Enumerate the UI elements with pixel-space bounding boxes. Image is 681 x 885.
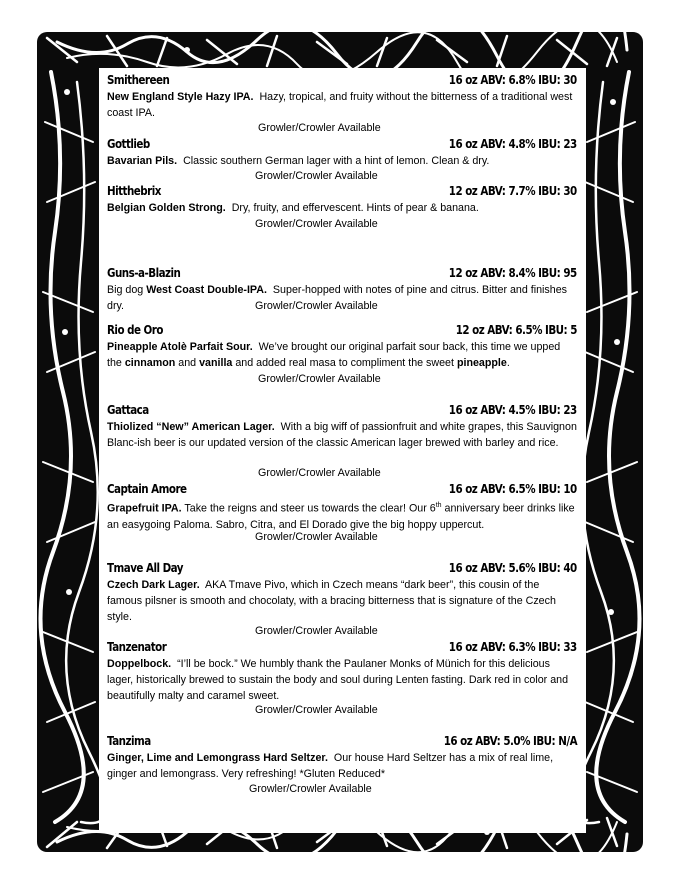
growler-availability: Growler/Crowler Available bbox=[255, 625, 378, 637]
beer-style: Ginger, Lime and Lemongrass Hard Seltzer. bbox=[107, 752, 328, 764]
beer-description bbox=[107, 656, 577, 704]
beer-tanzenator bbox=[107, 640, 577, 704]
beer-description-text: With a big wiff of passionfruit and white grapes, this Sauvignon Blanc-ish beer is our updated version of the classic American lager brewed with barley and rice. bbox=[107, 421, 577, 449]
highlight-ingredient: pineapple bbox=[456, 357, 507, 369]
beer-gattaca bbox=[107, 403, 577, 451]
beer-description bbox=[107, 339, 577, 371]
beer-description bbox=[107, 89, 577, 121]
beer-style: Bavarian Pils. bbox=[107, 155, 178, 167]
beer-tanzima bbox=[107, 734, 577, 782]
beer-name: Gattaca bbox=[107, 403, 149, 417]
beer-tmave-all-day bbox=[107, 561, 577, 625]
beer-stats: 16 oz ABV: 4.8% IBU: 23 bbox=[449, 137, 577, 151]
beer-description bbox=[107, 577, 577, 625]
beer-style: Thiolized “New” American Lager. bbox=[107, 421, 275, 433]
beer-stats: 16 oz ABV: 4.5% IBU: 23 bbox=[449, 403, 577, 417]
growler-availability: Growler/Crowler Available bbox=[255, 704, 378, 716]
growler-availability: Growler/Crowler Available bbox=[255, 218, 378, 230]
beer-stats: 16 oz ABV: 6.3% IBU: 33 bbox=[449, 640, 577, 654]
beer-stats: 16 oz ABV: 6.5% IBU: 10 bbox=[449, 482, 577, 496]
beer-name: Tmave All Day bbox=[107, 561, 183, 575]
beer-style: Czech Dark Lager. bbox=[107, 579, 200, 591]
beer-stats: 12 oz ABV: 8.4% IBU: 95 bbox=[449, 266, 577, 280]
beer-description-text: Hazy, tropical, and fruity without the bitterness of a traditional west coast IPA. bbox=[107, 91, 573, 119]
beer-stats: 12 oz ABV: 6.5% IBU: 5 bbox=[455, 323, 577, 337]
beer-stats: 16 oz ABV: 6.8% IBU: 30 bbox=[449, 73, 577, 87]
beer-name: Gottlieb bbox=[107, 137, 150, 151]
beer-description bbox=[107, 750, 577, 782]
beer-description bbox=[107, 200, 577, 216]
beer-style: West Coast Double-IPA. bbox=[146, 284, 267, 296]
highlight-ingredient: vanilla bbox=[199, 357, 233, 369]
beer-style: Grapefruit IPA. bbox=[107, 502, 182, 515]
beer-description bbox=[107, 153, 577, 169]
beer-captain-amore bbox=[107, 482, 577, 533]
beer-style: Belgian Golden Strong. bbox=[107, 202, 226, 214]
growler-availability: Growler/Crowler Available bbox=[255, 300, 378, 312]
beer-description-text: Our house Hard Seltzer has a mix of real lime, ginger and lemongrass. Very refreshing! *Gluten Reduced* bbox=[107, 752, 554, 780]
beer-description-prefix: Big dog bbox=[107, 284, 147, 296]
beer-gottlieb bbox=[107, 137, 577, 169]
beer-description bbox=[107, 419, 577, 451]
beer-stats: 16 oz ABV: 5.0% IBU: N/A bbox=[443, 734, 577, 748]
beer-style: Pineapple Atolè Parfait Sour. bbox=[107, 341, 253, 353]
ordinal-suffix: th bbox=[435, 502, 442, 509]
beer-name: Hitthebrix bbox=[107, 184, 161, 198]
beer-style: New England Style Hazy IPA. bbox=[107, 91, 254, 103]
growler-availability: Growler/Crowler Available bbox=[249, 783, 372, 795]
beer-description-text: anniversary beer drinks like an easygoing Paloma. Sabro, Citra, and El Dorado give the big hoppy uppercut. bbox=[107, 502, 575, 531]
growler-availability: Growler/Crowler Available bbox=[258, 122, 381, 134]
beer-smithereen bbox=[107, 73, 577, 121]
beer-description-text: Classic southern German lager with a hint of lemon. Clean & dry. bbox=[183, 155, 490, 167]
beer-description-text: We’ve brought our original parfait sour back, this time we upped the bbox=[107, 341, 561, 369]
beer-name: Tanzenator bbox=[107, 640, 167, 654]
beer-name: Captain Amore bbox=[107, 482, 187, 496]
beer-name: Rio de Oro bbox=[107, 323, 163, 337]
beer-description-text: Dry, fruity, and effervescent. Hints of pear & banana. bbox=[231, 202, 479, 214]
beer-stats: 12 oz ABV: 7.7% IBU: 30 bbox=[449, 184, 577, 198]
growler-availability: Growler/Crowler Available bbox=[258, 467, 381, 479]
beer-description-text: and bbox=[175, 357, 200, 369]
beer-description-text: AKA Tmave Pivo, which in Czech means “dark beer”, this cousin of the famous pilsner is smooth and chocolaty, with a bracing bitterness that is signature of the Czech style. bbox=[107, 579, 556, 623]
beer-description-text: “I’ll be bock.” We humbly thank the Paulaner Monks of Münich for this delicious lager, historically brewed to sustain the body and soul during Lenten fasting. Dark red in color and beautifully malty and caramel sweet. bbox=[107, 658, 569, 702]
beer-rio-de-oro bbox=[107, 323, 577, 371]
beer-name: Guns-a-Blazin bbox=[107, 266, 181, 280]
highlight-ingredient: cinnamon bbox=[124, 357, 176, 369]
beer-hitthebrix bbox=[107, 184, 577, 216]
beer-name: Tanzima bbox=[107, 734, 151, 748]
beer-stats: 16 oz ABV: 5.6% IBU: 40 bbox=[449, 561, 577, 575]
beer-description-text: . bbox=[506, 357, 510, 369]
growler-availability: Growler/Crowler Available bbox=[258, 373, 381, 385]
beer-description-text: and added real masa to compliment the sweet bbox=[232, 357, 457, 369]
beer-description bbox=[107, 498, 577, 533]
beer-style: Doppelbock. bbox=[107, 658, 172, 670]
beer-description-text: Take the reigns and steer us towards the clear! Our 6 bbox=[184, 502, 436, 515]
growler-availability: Growler/Crowler Available bbox=[255, 531, 378, 543]
beer-description-text: Super-hopped with notes of pine and citrus. Bitter and finishes dry. bbox=[107, 284, 568, 312]
growler-availability: Growler/Crowler Available bbox=[255, 170, 378, 182]
beer-name: Smithereen bbox=[107, 73, 170, 87]
